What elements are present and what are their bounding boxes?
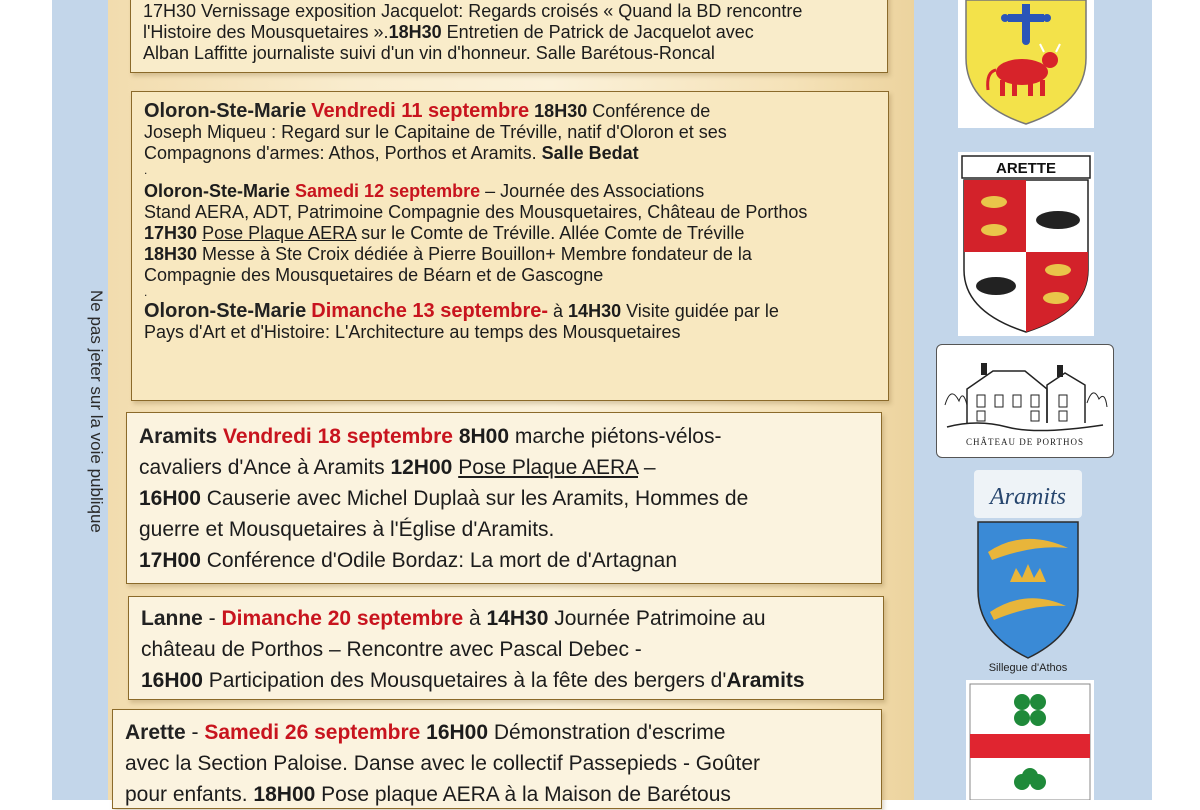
event-line (143, 22, 875, 43)
event-place: Aramits (726, 669, 805, 692)
arette-shield-icon (958, 152, 1094, 336)
event-time: 18H30 (534, 101, 588, 121)
event-line (141, 603, 871, 634)
event-time: 14H30 (486, 607, 549, 630)
event-text: l'Histoire des Mousquetaires ». (143, 22, 389, 42)
event-line (144, 223, 876, 244)
clover-shield-icon (966, 680, 1094, 800)
porthos-castle-drawing (936, 344, 1114, 458)
event-line (144, 143, 876, 164)
aramits-shield-icon (974, 470, 1082, 660)
oloron-crest (958, 0, 1094, 128)
event-date: Samedi 12 septembre (295, 181, 481, 201)
event-line (144, 181, 876, 202)
event-line (139, 421, 869, 452)
event-box-oloron (131, 91, 889, 401)
arette-crest (958, 152, 1094, 336)
event-text: pour enfants. (125, 783, 254, 806)
event-time: 16H00 (141, 669, 203, 692)
event-text: – (637, 456, 656, 479)
event-text: Messe à Ste Croix dédiée à Pierre Bouillon+ Membre fondateur de la (197, 244, 752, 264)
event-line: Alban Laffitte journaliste suivi d'un vin d'honneur. Salle Barétous-Roncal (143, 43, 715, 63)
event-place: Oloron-Ste-Marie (144, 100, 307, 122)
event-text: Journée Patrimoine au (548, 607, 766, 630)
event-line: Joseph Miqueu : Regard sur le Capitaine de Tréville, natif d'Oloron et ses (144, 122, 727, 142)
event-time: 16H00 (426, 721, 489, 744)
athos-caption: Sillegue d'Athos (988, 662, 1068, 674)
aramits-crest (974, 470, 1082, 660)
event-time: 18H30 (388, 22, 442, 42)
event-line (144, 101, 876, 122)
event-line: Compagnie des Mousquetaires de Béarn et de Gascogne (144, 265, 604, 285)
event-date: Vendredi 11 septembre (311, 100, 530, 122)
event-box-lanne (128, 596, 884, 700)
event-line (144, 244, 876, 265)
separator-dot: . (144, 163, 148, 177)
event-box-arette (112, 709, 882, 809)
event-time: 16H00 (139, 487, 201, 510)
athos-crest (966, 680, 1094, 800)
event-place: Arette (125, 721, 186, 744)
event-text: Pose plaque AERA à la Maison de Barétous (315, 783, 731, 806)
event-line: 17H30 Vernissage exposition Jacquelot: Regards croisés « Quand la BD rencontre (143, 1, 803, 21)
event-line (125, 779, 869, 810)
side-note: Ne pas jeter sur la voie publique (87, 290, 106, 533)
separator-dot: . (144, 285, 148, 299)
event-line: guerre et Mousquetaires à l'Église d'Aramits. (139, 518, 555, 541)
event-line: avec la Section Paloise. Danse avec le collectif Passepieds - Goûter (125, 752, 760, 775)
event-date: Dimanche 13 septembre- (311, 300, 549, 322)
event-highlight: Pose Plaque AERA (458, 456, 638, 479)
event-time: 18H30 (144, 244, 198, 264)
event-text: cavaliers d'Ance à Aramits (139, 456, 391, 479)
event-text: à (548, 301, 569, 321)
event-text: Démonstration d'escrime (488, 721, 726, 744)
event-box-aramits (126, 412, 882, 584)
event-place: Aramits (139, 425, 218, 448)
event-place: Oloron-Ste-Marie (144, 300, 307, 322)
event-text: Conférence de (587, 101, 711, 121)
event-box-opening (130, 0, 888, 73)
event-date: Vendredi 18 septembre (223, 425, 453, 448)
event-place: Lanne (141, 607, 203, 630)
event-time: 14H30 (568, 301, 622, 321)
aramits-label: Aramits (989, 484, 1067, 510)
left-margin (0, 0, 52, 800)
event-time: 18H00 (253, 783, 316, 806)
event-line (139, 483, 869, 514)
castle-icon (937, 345, 1113, 457)
event-text: marche piétons-vélos- (509, 425, 722, 448)
event-time: 8H00 (458, 425, 510, 448)
event-time: 12H00 (390, 456, 453, 479)
event-line: Pays d'Art et d'Histoire: L'Architecture au temps des Mousquetaires (144, 322, 681, 342)
event-place: Oloron-Ste-Marie (144, 181, 291, 201)
event-text: Conférence d'Odile Bordaz: La mort de d'Artagnan (200, 549, 678, 572)
event-highlight: Pose Plaque AERA (202, 223, 357, 243)
porthos-label: CHÂTEAU DE PORTHOS (966, 437, 1084, 447)
event-venue: Salle Bedat (541, 143, 639, 163)
event-line: château de Porthos – Rencontre avec Pascal Debec - (141, 638, 642, 661)
event-line (139, 545, 869, 576)
event-text: - (202, 607, 222, 630)
event-date: Samedi 26 septembre (204, 721, 421, 744)
event-line: Stand AERA, ADT, Patrimoine Compagnie des Mousquetaires, Château de Porthos (144, 202, 808, 222)
event-date: Dimanche 20 septembre (221, 607, 464, 630)
event-text: à (463, 607, 487, 630)
event-line (141, 665, 871, 696)
event-text: – Journée des Associations (480, 181, 705, 201)
event-text: Visite guidée par le (621, 301, 779, 321)
event-text: Compagnons d'armes: Athos, Porthos et Aramits. (144, 143, 542, 163)
event-text: Entretien de Patrick de Jacquelot avec (441, 22, 754, 42)
event-text: Causerie avec Michel Duplaà sur les Aramits, Hommes de (200, 487, 749, 510)
event-text: Participation des Mousquetaires à la fête des bergers d' (202, 669, 727, 692)
arette-label: ARETTE (996, 160, 1056, 177)
event-time: 17H30 (144, 223, 198, 243)
event-line (125, 717, 869, 748)
cross-and-cow-icon (958, 0, 1094, 128)
event-line (139, 452, 869, 483)
event-line (144, 301, 876, 322)
event-text: sur le Comte de Tréville. Allée Comte de Tréville (356, 223, 745, 243)
event-time: 17H00 (139, 549, 201, 572)
event-text: - (185, 721, 205, 744)
